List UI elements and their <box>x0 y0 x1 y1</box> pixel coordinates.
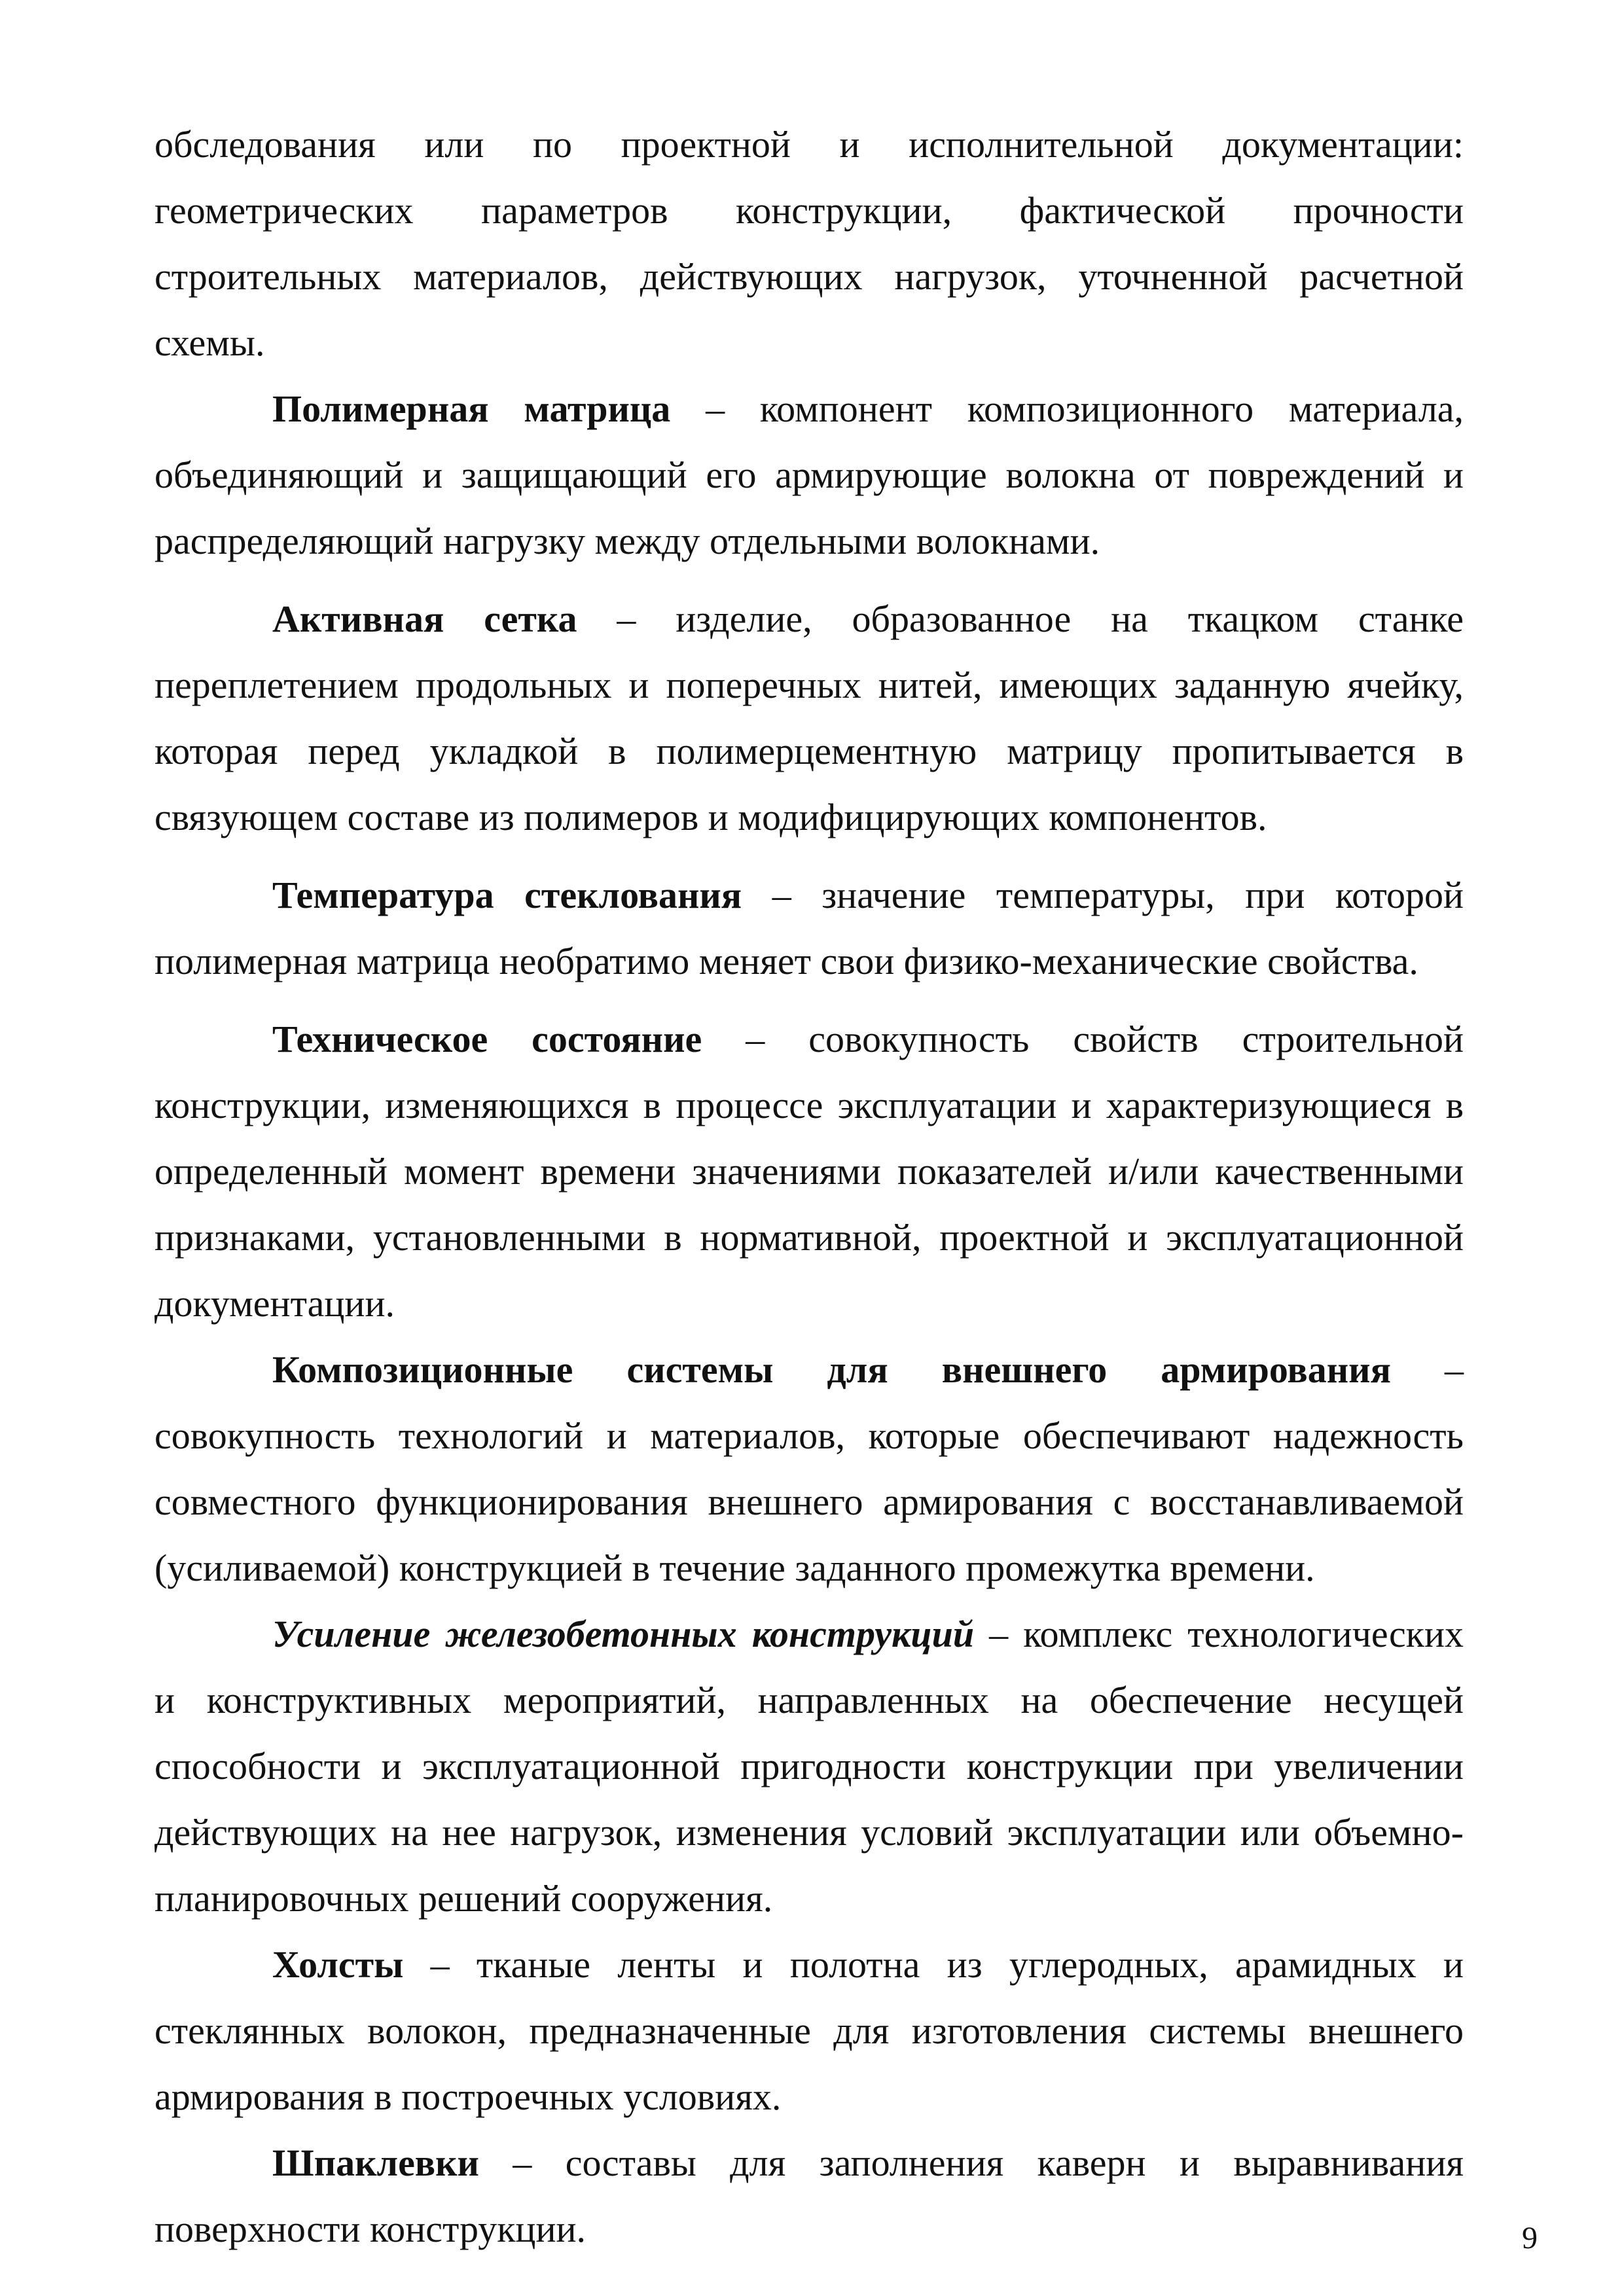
definition-dash: – <box>1390 1348 1464 1391</box>
definition-paragraph <box>154 1006 1464 1336</box>
definition-text: совокупность свойств строительной конструкции, изменяющихся в процессе эксплуатации и характеризующиеся в определенный момент времени значениями показателей и/или качественными признаками, установленными в нормативной, проектной и эксплуатационной документации. <box>154 1018 1464 1325</box>
definition-term: Температура стеклования <box>272 874 742 916</box>
definition-dash: – <box>670 387 760 430</box>
definition-dash: – <box>577 598 676 640</box>
definition-dash: – <box>478 2142 566 2184</box>
definition-paragraph <box>154 2130 1464 2262</box>
definition-text: тканые ленты и полотна из углеродных, арамидных и стеклянных волокон, предназначенные для изготовления системы внешнего армирования в построечных условиях. <box>154 1943 1464 2118</box>
definition-term: Активная сетка <box>272 598 577 640</box>
definition-paragraph <box>154 1601 1464 1931</box>
definition-text: совокупность технологий и материалов, которые обеспечивают надежность совместного функционирования внешнего армирования с восстанавливаемой (усиливаемой) конструкцией в течение заданного промежутка времени. <box>154 1414 1464 1589</box>
definition-term: Техническое состояние <box>272 1018 702 1060</box>
definition-term: Шпаклевки <box>272 2142 479 2184</box>
definition-paragraph <box>154 1931 1464 2130</box>
document-page <box>154 111 1464 2262</box>
definition-term: Усиление железобетонных конструкций <box>272 1613 975 1655</box>
definition-dash: – <box>974 1613 1024 1655</box>
page-number: 9 <box>1522 2221 1538 2255</box>
definition-paragraph <box>154 586 1464 850</box>
definition-text: изделие, образованное на ткацком станке переплетением продольных и поперечных нитей, имеющих заданную ячейку, которая перед укладкой в полимерцементную матрицу пропитывается в связующем составе из полимеров и модифицирующих компонентов. <box>154 598 1464 838</box>
definition-term: Композиционные системы для внешнего армирования <box>272 1348 1391 1391</box>
definition-term: Холсты <box>272 1943 404 1986</box>
definition-paragraph <box>154 376 1464 574</box>
definition-text: составы для заполнения каверн и выравнивания поверхности конструкции. <box>154 2142 1464 2250</box>
definition-dash: – <box>403 1943 477 1986</box>
definition-text: значение температуры, при которой полимерная матрица необратимо меняет свои физико-механические свойства. <box>154 874 1464 982</box>
definition-paragraph <box>154 862 1464 994</box>
definition-term: Полимерная матрица <box>272 387 671 430</box>
definition-dash: – <box>702 1018 809 1060</box>
definition-dash: – <box>742 874 822 916</box>
continuation-paragraph <box>154 111 1464 376</box>
definition-text: компонент композиционного материала, объединяющий и защищающий его армирующие волокна от повреждений и распределяющий нагрузку между отдельными волокнами. <box>154 387 1464 562</box>
continuation-text: обследования или по проектной и исполнительной документации: геометрических параметров конструкции, фактической прочности строительных материалов, действующих нагрузок, уточненной расчетной схемы. <box>154 123 1464 364</box>
definition-paragraph <box>154 1336 1464 1601</box>
definition-text: комплекс технологических и конструктивных мероприятий, направленных на обеспечение несущей способности и эксплуатационной пригодности конструкции при увеличении действующих на нее нагрузок, изменения условий эксплуатации или объемно-планировочных решений сооружения. <box>154 1613 1464 1920</box>
